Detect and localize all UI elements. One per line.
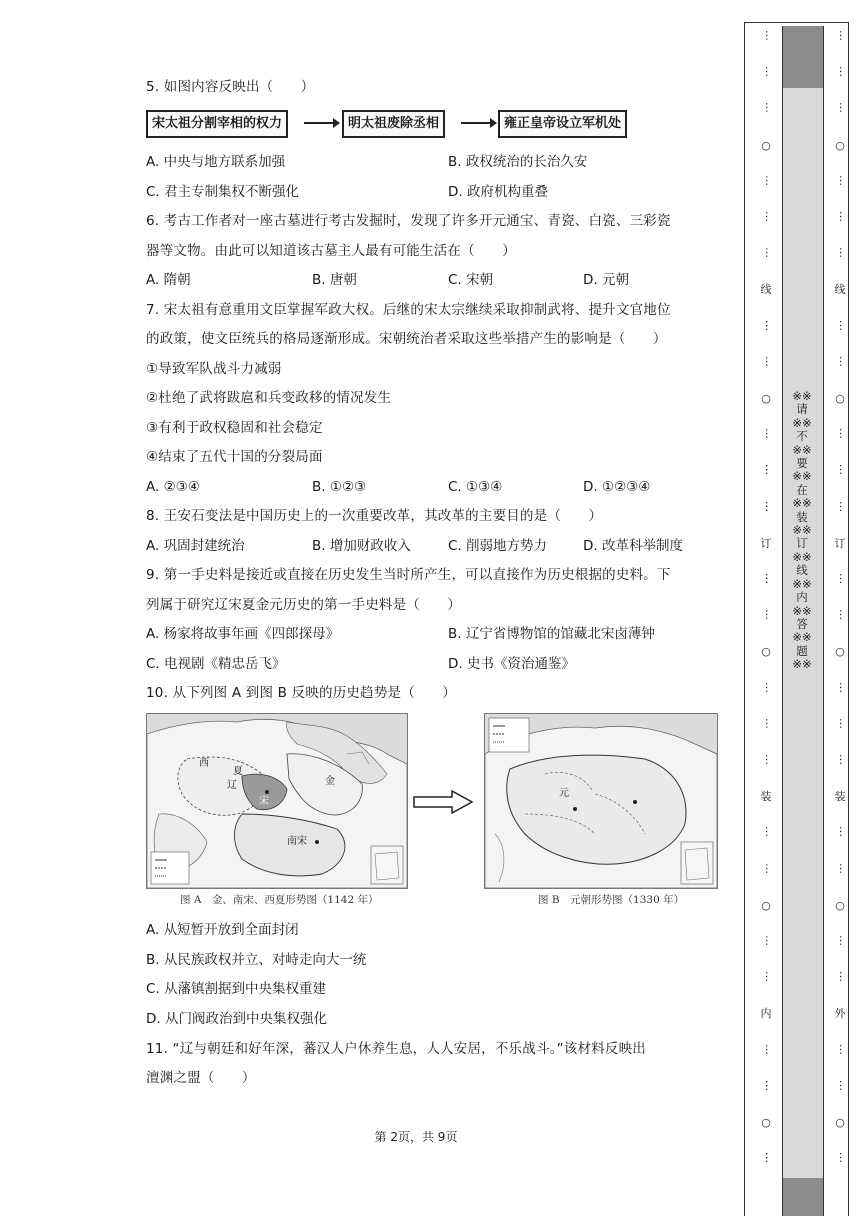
q7-item-4: ④结束了五代十国的分裂局面 <box>146 449 323 465</box>
outer_col-glyph: ○ <box>835 645 845 659</box>
inner_col-glyph: … <box>763 935 776 946</box>
map-b-yuan-dynasty <box>484 713 718 889</box>
flow-arrow-2 <box>461 122 491 124</box>
q7-option-b[interactable]: B. ①②③ <box>312 479 367 495</box>
inner_col-glyph: … <box>763 1152 776 1164</box>
q9-option-a[interactable]: A. 杨家将故事年画《四郎探母》 <box>146 626 340 642</box>
inner_col-glyph: ○ <box>761 392 771 405</box>
map-a-jin-southern-song-western-xia <box>146 713 408 889</box>
outer_col-glyph: … <box>837 609 850 621</box>
flow-box-2: 明太祖废除丞相 <box>342 110 445 138</box>
outer_col-glyph: … <box>837 754 850 765</box>
q10-option-c[interactable]: C. 从藩镇割据到中央集权重建 <box>146 981 327 997</box>
inner_col-glyph: … <box>763 609 776 621</box>
outer_col-glyph: … <box>837 247 850 259</box>
inner_col-glyph: … <box>763 681 776 693</box>
q8-option-d[interactable]: D. 改革科举制度 <box>583 538 683 554</box>
inner_col-glyph: … <box>763 211 776 222</box>
outer_col-glyph: … <box>837 826 850 838</box>
q5-option-c[interactable]: C. 君主专制集权不断强化 <box>146 184 300 200</box>
q7-option-a[interactable]: A. ②③④ <box>146 479 200 495</box>
outer_col-glyph: … <box>837 862 850 874</box>
q8-option-b[interactable]: B. 增加财政收入 <box>312 538 411 554</box>
map-a-label-liao: 辽 <box>227 780 237 791</box>
flow-box-1: 宋太祖分割宰相的权力 <box>146 110 288 138</box>
q5-flowchart <box>146 108 646 138</box>
q6-option-a[interactable]: A. 隋朝 <box>146 272 191 288</box>
q5-option-b[interactable]: B. 政权统治的长治久安 <box>448 154 588 170</box>
page-number: 第 2页，共 9页 <box>374 1130 458 1144</box>
q8-stem: 8. 王安石变法是中国历史上的一次重要改革，其改革的主要目的是（ ） <box>146 508 603 524</box>
q5-option-d[interactable]: D. 政府机构重叠 <box>448 184 548 200</box>
q9-option-d[interactable]: D. 史书《资治通鉴》 <box>448 656 575 672</box>
inner_col-glyph: ○ <box>761 645 771 659</box>
binding-strip-cap-top <box>783 26 823 88</box>
q10-stem: 10. 从下列图 A 到图 B 反映的历史趋势是（ ） <box>146 685 457 701</box>
q9-stem-line-1: 9. 第一手史料是接近或直接在历史发生当时所产生，可以直接作为历史根据的史料。下 <box>146 567 671 583</box>
q6-stem-line-2: 器等文物。由此可以知道该古墓主人最有可能生活在（ ） <box>146 243 516 259</box>
outer_col-glyph: ○ <box>835 898 845 912</box>
outer_col-glyph: … <box>837 30 850 41</box>
inner_col-glyph: ○ <box>761 898 771 912</box>
inner_col-glyph: … <box>763 30 776 41</box>
q10-option-a[interactable]: A. 从短暂开放到全面封闭 <box>146 922 299 938</box>
outer_col-glyph: … <box>837 1079 850 1091</box>
inner_col-glyph: … <box>763 826 776 838</box>
inner_col-glyph: ○ <box>761 1116 771 1129</box>
q11-stem-line-2: 澶渊之盟（ ） <box>146 1070 256 1086</box>
outer_col-glyph: … <box>837 500 850 512</box>
outer_col-glyph: … <box>837 1043 850 1055</box>
inner_col-glyph: … <box>763 971 776 983</box>
map-b-label-yuan: 元 <box>559 788 569 799</box>
q5-option-a[interactable]: A. 中央与地方联系加强 <box>146 154 286 170</box>
margin-left-rule <box>744 22 745 1216</box>
inner_col-glyph: … <box>763 500 776 512</box>
inner_col-glyph: ○ <box>761 138 771 152</box>
binding-notice: ※※请※※不※※要※※在※※装※※订※※线※※内※※答※※题※※ <box>792 389 812 672</box>
q9-option-c[interactable]: C. 电视剧《精忠岳飞》 <box>146 656 286 672</box>
page-footer <box>0 1128 860 1145</box>
map-a-label-jin: 金 <box>325 776 335 787</box>
map-a-caption: 图 A 金、南宋、西夏形势图（1142 年） <box>180 894 379 906</box>
map-a-label-song: 宋 <box>259 796 269 807</box>
outer_col-glyph: … <box>837 66 850 78</box>
q6-option-c[interactable]: C. 宋朝 <box>448 272 494 288</box>
q8-option-a[interactable]: A. 巩固封建统治 <box>146 538 245 554</box>
inner_col-glyph: … <box>763 102 776 114</box>
flow-arrow-1 <box>304 122 334 124</box>
inner_col-glyph: … <box>763 174 776 186</box>
inner_col-glyph: … <box>763 754 776 765</box>
outer_col-glyph: … <box>837 1152 850 1164</box>
q7-item-2: ②杜绝了武将跋扈和兵变政移的情况发生 <box>146 390 392 406</box>
flow-box-3: 雍正皇帝设立军机处 <box>498 110 627 138</box>
outer_col-glyph: … <box>837 319 850 331</box>
inner_col-glyph: 订 <box>760 536 772 550</box>
inner_col-glyph: 线 <box>760 283 772 297</box>
map-a-label-southern-song: 南宋 <box>287 836 307 847</box>
q9-stem-line-2: 列属于研究辽宋夏金元历史的第一手史料是（ ） <box>146 597 462 613</box>
q7-item-3: ③有利于政权稳固和社会稳定 <box>146 420 323 436</box>
map-a-label-xi: 西 <box>199 758 209 769</box>
inner_col-glyph: … <box>763 355 776 367</box>
map-b-drawing <box>485 714 717 888</box>
inner_col-glyph: … <box>763 717 776 729</box>
inner_col-glyph: 装 <box>760 790 772 804</box>
outer_col-glyph: … <box>837 355 850 367</box>
q7-stem-line-2: 的政策，使文臣统兵的格局逐渐形成。宋朝统治者采取这些举措产生的影响是（ ） <box>146 331 667 347</box>
q10-option-d[interactable]: D. 从门阀政治到中央集权强化 <box>146 1011 327 1027</box>
binding-strip-cap-bottom <box>783 1178 823 1216</box>
outer_col-glyph: ○ <box>835 392 845 405</box>
inner_col-glyph: 内 <box>760 1007 772 1021</box>
q5-stem: 5. 如图内容反映出（ ） <box>146 79 315 95</box>
q7-stem-line-1: 7. 宋太祖有意重用文臣掌握军政大权。后继的宋太宗继续采取抑制武将、提升文官地位 <box>146 302 671 318</box>
outer_col-glyph: 线 <box>834 283 846 297</box>
map-a-drawing <box>147 714 407 888</box>
q7-item-1: ①导致军队战斗力减弱 <box>146 361 282 377</box>
outer_col-glyph: … <box>837 971 850 983</box>
map-a-label-xia: 夏 <box>233 766 243 777</box>
q9-option-b[interactable]: B. 辽宁省博物馆的馆藏北宋卤薄钟 <box>448 626 655 642</box>
margin-top-rule <box>744 22 848 23</box>
outer_col-glyph: … <box>837 935 850 946</box>
q8-option-c[interactable]: C. 削弱地方势力 <box>448 538 548 554</box>
outer_col-glyph: ○ <box>835 138 845 152</box>
outer_col-glyph: … <box>837 211 850 222</box>
inner_col-glyph: … <box>763 573 776 584</box>
outer_col-glyph: ○ <box>835 1116 845 1129</box>
inner_col-glyph: … <box>763 66 776 78</box>
right-arrow-icon <box>412 790 474 814</box>
q6-stem-line-1: 6. 考古工作者对一座古墓进行考古发掘时，发现了许多开元通宝、青瓷、白瓷、三彩瓷 <box>146 213 671 229</box>
outer_col-glyph: … <box>837 102 850 114</box>
map-b-caption: 图 B 元朝形势图（1330 年） <box>538 894 685 906</box>
outer_col-glyph: … <box>837 573 850 584</box>
inner_col-glyph: … <box>763 862 776 874</box>
q6-option-b[interactable]: B. 唐朝 <box>312 272 357 288</box>
inner_col-glyph: … <box>763 1043 776 1055</box>
q6-option-d[interactable]: D. 元朝 <box>583 272 629 288</box>
outer_col-glyph: … <box>837 428 850 440</box>
outer_col-glyph: 装 <box>834 790 846 804</box>
q10-option-b[interactable]: B. 从民族政权并立、对峙走向大一统 <box>146 952 367 968</box>
outer_col-glyph: … <box>837 174 850 186</box>
outer_col-glyph: … <box>837 681 850 693</box>
q7-option-d[interactable]: D. ①②③④ <box>583 479 651 495</box>
inner_col-glyph: … <box>763 428 776 440</box>
q7-option-c[interactable]: C. ①③④ <box>448 479 503 495</box>
outer_col-glyph: 外 <box>834 1007 846 1021</box>
outer_col-glyph: 订 <box>834 536 846 550</box>
outer_col-glyph: … <box>837 717 850 729</box>
inner_col-glyph: … <box>763 319 776 331</box>
inner_col-glyph: … <box>763 464 776 476</box>
outer_col-glyph: … <box>837 464 850 476</box>
inner_col-glyph: … <box>763 247 776 259</box>
q11-stem-line-1: 11. “辽与朝廷和好年深，蕃汉人户休养生息，人人安居，不乐战斗。”该材料反映出 <box>146 1041 646 1057</box>
inner_col-glyph: … <box>763 1079 776 1091</box>
